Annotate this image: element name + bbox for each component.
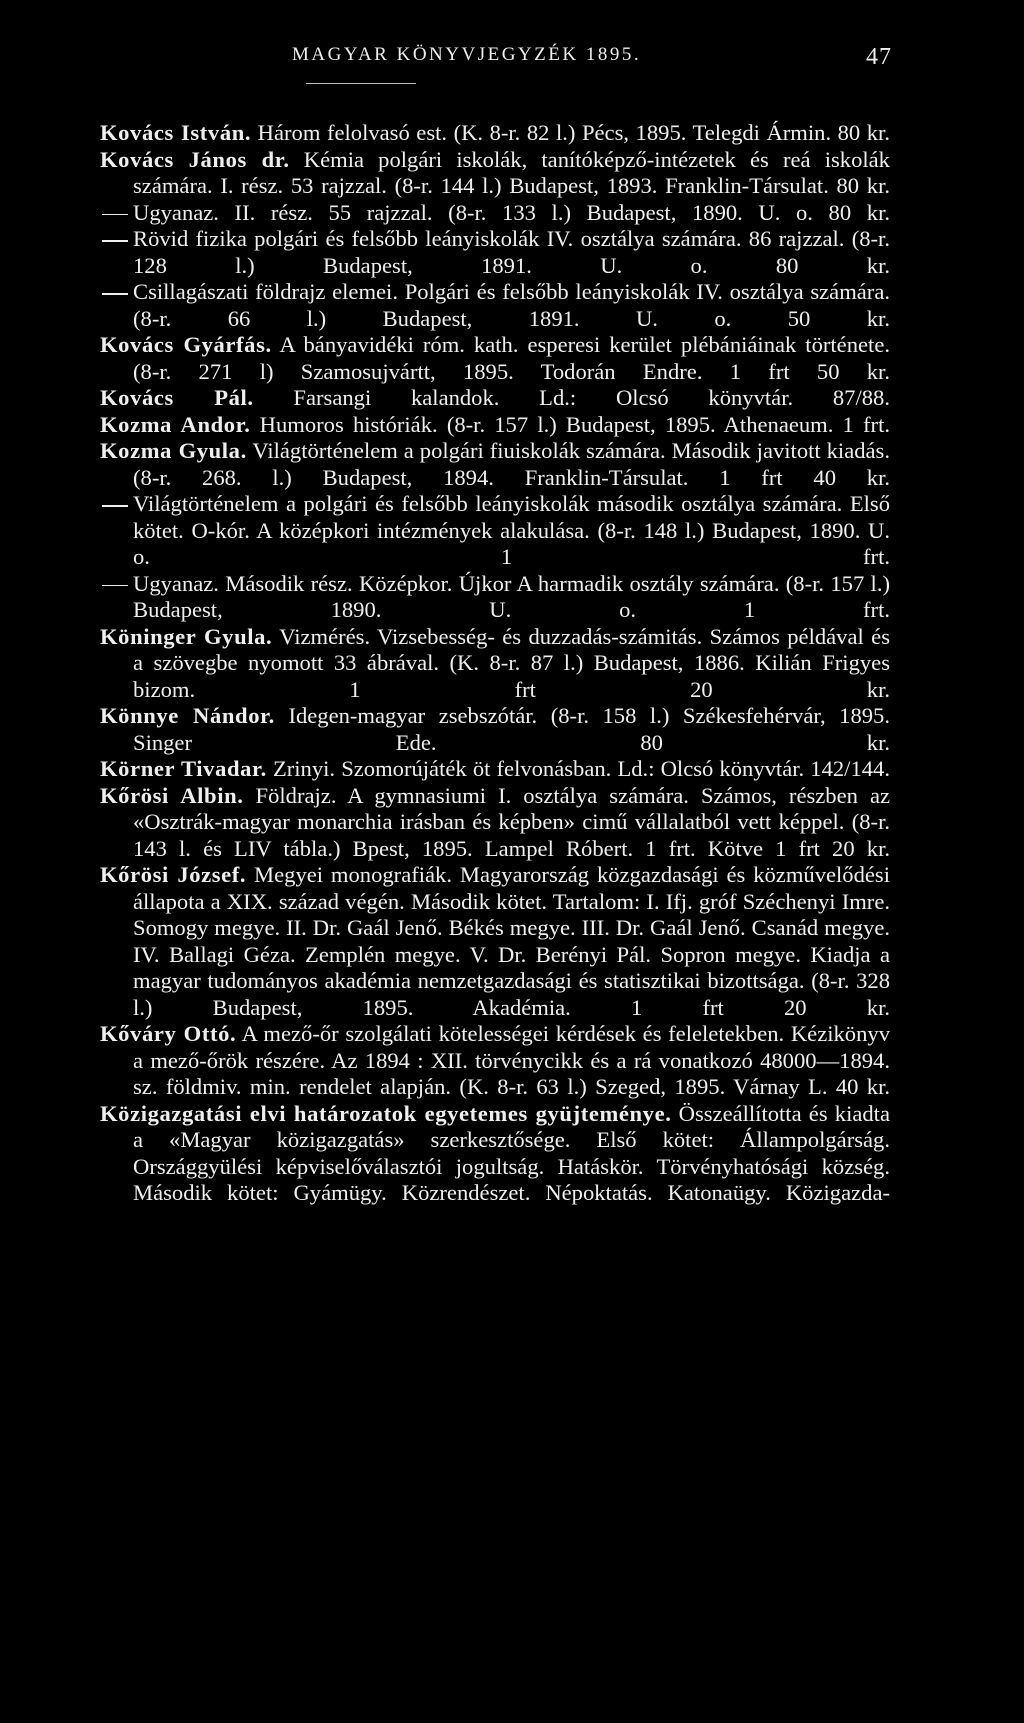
entry-author: Kovács Gyárfás. bbox=[100, 332, 272, 357]
entry-author: Kozma Andor. bbox=[100, 411, 251, 437]
entry-text: Világtörténelem a polgári és felsőbb leányiskolák második osztálya számára. Első kötet. O-kór. A középkori intézmények alakulása. (8-r. 148 l.) Budapest, 1890. U. o. 1 frt. bbox=[133, 491, 890, 569]
entry-text: Humoros históriák. (8-r. 157 l.) Budapest, 1895. Athenaeum. 1 frt. bbox=[259, 411, 890, 437]
entry-author: Kovács István. bbox=[100, 120, 252, 145]
entry-author: Kőrösi József. bbox=[100, 862, 247, 887]
entry-author: Kőrösi Albin. bbox=[100, 782, 244, 808]
entry-text: Kémia polgári iskolák, tanítóképző-intézetek és reá iskolák számára. I. rész. 53 rajzzal. (8-r. 144 l.) Budapest, 1893. Franklin-Társulat. 80 kr. bbox=[133, 146, 890, 198]
sub-entry bbox=[100, 491, 890, 571]
entry-text: Vizmérés. Vizsebesség- és duzzadás-számitás. Számos példával és a szövegbe nyomott 33 ábrával. (K. 8-r. 87 l.) Budapest, 1886. Kilián Frigyes bizom. 1 frt 20 kr. bbox=[133, 623, 890, 702]
entry-author: Kozma Gyula. bbox=[100, 438, 247, 463]
entry-author: Körner Tivadar. bbox=[100, 756, 267, 781]
catalog-entry bbox=[100, 756, 890, 783]
catalog-entry bbox=[100, 412, 890, 439]
sub-entry bbox=[100, 279, 890, 332]
catalog-entries bbox=[100, 120, 890, 1207]
page-header bbox=[0, 44, 1024, 84]
entry-author: Kovács János dr. bbox=[100, 146, 290, 172]
entry-author: Köninger Gyula. bbox=[100, 623, 273, 649]
sub-entry bbox=[100, 200, 890, 227]
entry-text: Három felolvasó est. (K. 8-r. 82 l.) Pécs, 1895. Telegdi Ármin. 80 kr. bbox=[257, 120, 890, 145]
page-number: 47 bbox=[866, 44, 892, 70]
entry-author: Kovács Pál. bbox=[100, 385, 254, 410]
entry-text: Zrinyi. Szomorújáték öt felvonásban. Ld.: Olcsó könyvtár. 142/144. bbox=[272, 756, 890, 781]
entry-text: Ugyanaz. II. rész. 55 rajzzal. (8-r. 133 l.) Budapest, 1890. U. o. 80 kr. bbox=[133, 199, 890, 225]
catalog-entry bbox=[100, 438, 890, 491]
header-rule bbox=[306, 83, 416, 84]
sub-entry bbox=[100, 226, 890, 279]
entry-text: A bányavidéki róm. kath. esperesi kerület plébániáinak története. (8-r. 271 l) Szamosujvártt, 1895. Todorán Endre. 1 frt 50 kr. bbox=[133, 332, 890, 384]
catalog-entry bbox=[100, 703, 890, 756]
entry-author: Könnye Nándor. bbox=[100, 703, 275, 728]
catalog-entry bbox=[100, 624, 890, 704]
catalog-entry bbox=[100, 385, 890, 412]
catalog-entry bbox=[100, 783, 890, 863]
entry-text: Földrajz. A gymnasiumi I. osztálya számára. Számos, részben az «Osztrák-magyar monarchia irásban és képben» cimű vállalatból vett képpel. (8-r. 143 l. és LIV tábla.) Bpest, 1895. Lampel Róbert. 1 frt. Kötve 1 frt 20 kr. bbox=[133, 782, 891, 861]
entry-author: Közigazgatási elvi határozatok egyetemes gyüjteménye. bbox=[100, 1100, 672, 1126]
sub-entry bbox=[100, 571, 890, 624]
entry-text: Összeállította és kiadta a «Magyar közigazgatás» szerkesztősége. Első kötet: Állampolgárság. Országgyülési képviselőválasztói jogultság. Hatáskör. Törvényhatósági község. Második kötet: Gyámügy. Közrendészet. Népoktatás. Katonaügy. Közigazda- bbox=[133, 1100, 890, 1205]
catalog-entry bbox=[100, 1021, 890, 1101]
running-head: MAGYAR KÖNYVJEGYZÉK 1895. bbox=[292, 44, 642, 65]
entry-text: Csillagászati földrajz elemei. Polgári és felsőbb leányiskolák IV. osztálya számára. (8-r. 66 l.) Budapest, 1891. U. o. 50 kr. bbox=[133, 279, 890, 331]
entry-text: Idegen-magyar zsebszótár. (8-r. 158 l.) Székesfehérvár, 1895. Singer Ede. 80 kr. bbox=[133, 703, 890, 755]
entry-text: Farsangi kalandok. Ld.: Olcsó könyvtár. 87/88. bbox=[293, 385, 890, 410]
entry-text: Megyei monografiák. Magyarország közgazdasági és közművelődési állapota a XIX. század végén. Második kötet. Tartalom: I. Ifj. gróf Széchenyi Imre. Somogy megye. II. Dr. Gaál Jenő. Békés megye. III. Dr. Gaál Jenő. Csanád megye. IV. Ballagi Géza. Zemplén megye. V. Dr. Berényi Pál. Sopron megye. Kiadja a magyar tudományos akadémia nemzetgazdasági és statisztikai bizottsága. (8-r. 328 l.) Budapest, 1895. Akadémia. 1 frt 20 kr. bbox=[133, 862, 890, 1020]
entry-text: Ugyanaz. Második rész. Középkor. Újkor A harmadik osztály számára. (8-r. 157 l.) Budapest, 1890. U. o. 1 frt. bbox=[133, 570, 890, 622]
entry-text: Rövid fizika polgári és felsőbb leányiskolák IV. osztálya számára. 86 rajzzal. (8-r. 128 l.) Budapest, 1891. U. o. 80 kr. bbox=[133, 226, 890, 278]
entry-author: Kőváry Ottó. bbox=[100, 1021, 237, 1046]
catalog-entry bbox=[100, 147, 890, 200]
entry-text: A mező-őr szolgálati kötelességei kérdések és feleletekben. Kézikönyv a mező-őrök részére. Az 1894 : XII. törvénycikk és a rá vonatkozó 48000—1894. sz. földmiv. min. rendelet alapján. (K. 8-r. 63 l.) Szeged, 1895. Várnay L. 40 kr. bbox=[133, 1021, 890, 1099]
catalog-entry bbox=[100, 120, 890, 147]
entry-text: Világtörténelem a polgári fiuiskolák számára. Második javitott kiadás. (8-r. 268. l.) Budapest, 1894. Franklin-Társulat. 1 frt 40 kr. bbox=[133, 438, 890, 490]
catalog-entry bbox=[100, 1101, 890, 1207]
catalog-entry bbox=[100, 332, 890, 385]
catalog-entry bbox=[100, 862, 890, 1021]
